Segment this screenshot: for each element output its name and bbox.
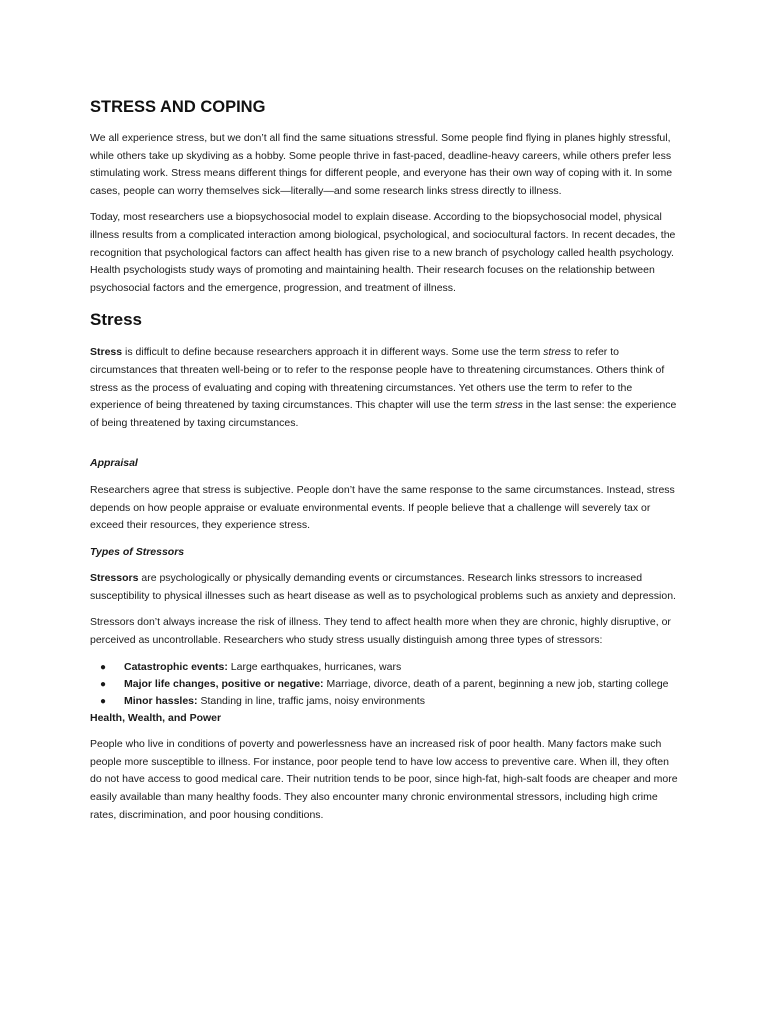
stress-italic-term-2: stress <box>494 399 523 412</box>
list-item <box>90 693 680 710</box>
intro-paragraph-2: Today, most researchers use a biopsychosocial model to explain disease. According to the biopsychosocial model, physical illness results from a complicated interaction among biological, psychological, and sociocultural factors. In recent decades, the recognition that psychological factors can affect health has given rise to a new branch of psychology called health psychology. Health psychologists study ways of promoting and maintaining health. Their research focuses on the relationship between psychosocial factors and the emergence, progression, and treatment of illness. <box>90 211 676 294</box>
subheading-types-of-stressors: Types of Stressors <box>90 545 185 558</box>
bullet-icon: ● <box>100 678 107 690</box>
stressor-types-list <box>90 659 680 710</box>
document-page <box>90 96 680 824</box>
stress-text-part-1: is difficult to define because researchers approach it in different ways. Some use the term <box>122 346 544 359</box>
stress-italic-term-1: stress <box>543 346 572 359</box>
bullet-icon: ● <box>100 661 107 673</box>
stressors-definition-paragraph <box>90 570 680 605</box>
document-title: STRESS AND COPING <box>90 98 266 116</box>
list-item-text: Standing in line, traffic jams, noisy environments <box>197 694 425 707</box>
list-item <box>90 676 680 693</box>
list-item-text: Marriage, divorce, death of a parent, beginning a new job, starting college <box>323 677 669 690</box>
appraisal-paragraph: Researchers agree that stress is subjective. People don’t have the same response to the same circumstances. Instead, stress depends on how people appraise or evaluate environmental events. If people believe that a challenge will severely tax or exceed their resources, they experience stress. <box>90 483 675 532</box>
stressors-term: Stressors <box>90 572 139 585</box>
stress-term: Stress <box>90 346 123 359</box>
list-item-label: Catastrophic events: <box>124 660 228 673</box>
stress-text-part-3: in the last sense: the experience of being threatened by taxing circumstances. <box>90 399 677 429</box>
intro-paragraph-1: We all experience stress, but we don’t all find the same situations stressful. Some people find flying in planes highly stressful, while others take up skydiving as a hobby. Some people thrive in fast-paced, deadline-heavy careers, while others prefer less stimulating work. Stress means different things for different people, and everyone has their own way of coping with it. In some cases, people can worry themselves sick—literally—and some research links stress directly to illness. <box>90 132 673 197</box>
subheading-health-wealth-power: Health, Wealth, and Power <box>90 711 222 724</box>
stressors-types-intro-paragraph: Stressors don’t always increase the risk of illness. They tend to affect health more when they are chronic, highly disruptive, or perceived as uncontrollable. Researchers who study stress usually distinguish among three types of stressors: <box>90 616 671 647</box>
health-wealth-power-paragraph: People who live in conditions of poverty and powerlessness have an increased risk of poor health. Many factors make such people more susceptible to illness. For instance, poor people tend to have low access to preventive care. When ill, they often do not have access to good medical care. Their nutrition tends to be poor, since high-fat, high-salt foods are cheaper and more easily available than many healthy foods. They also encounter many chronic environmental stressors, including high crime rates, discrimination, and poor housing conditions. <box>90 738 678 821</box>
list-item <box>90 659 680 676</box>
subheading-appraisal: Appraisal <box>90 457 138 470</box>
bullet-icon: ● <box>100 695 107 707</box>
stress-definition-paragraph <box>90 344 680 432</box>
list-item-label: Minor hassles: <box>124 694 198 707</box>
stress-text-part-2: to refer to circumstances that threaten well-being or to refer to the response people have to threatening circumstances. Others think of stress as the process of evaluating and coping with threatening circumstances. Yet others use the term to refer to the experience of being threatened by taxing circumstances. This chapter will use the term <box>90 346 665 412</box>
list-item-text: Large earthquakes, hurricanes, wars <box>227 660 402 673</box>
stressors-definition-text: are psychologically or physically demanding events or circumstances. Research links stressors to increased susceptibility to physical illnesses such as heart disease as well as to psychological problems such as anxiety and depression. <box>90 572 676 602</box>
section-heading-stress: Stress <box>90 310 142 330</box>
list-item-label: Major life changes, positive or negative: <box>124 677 324 690</box>
